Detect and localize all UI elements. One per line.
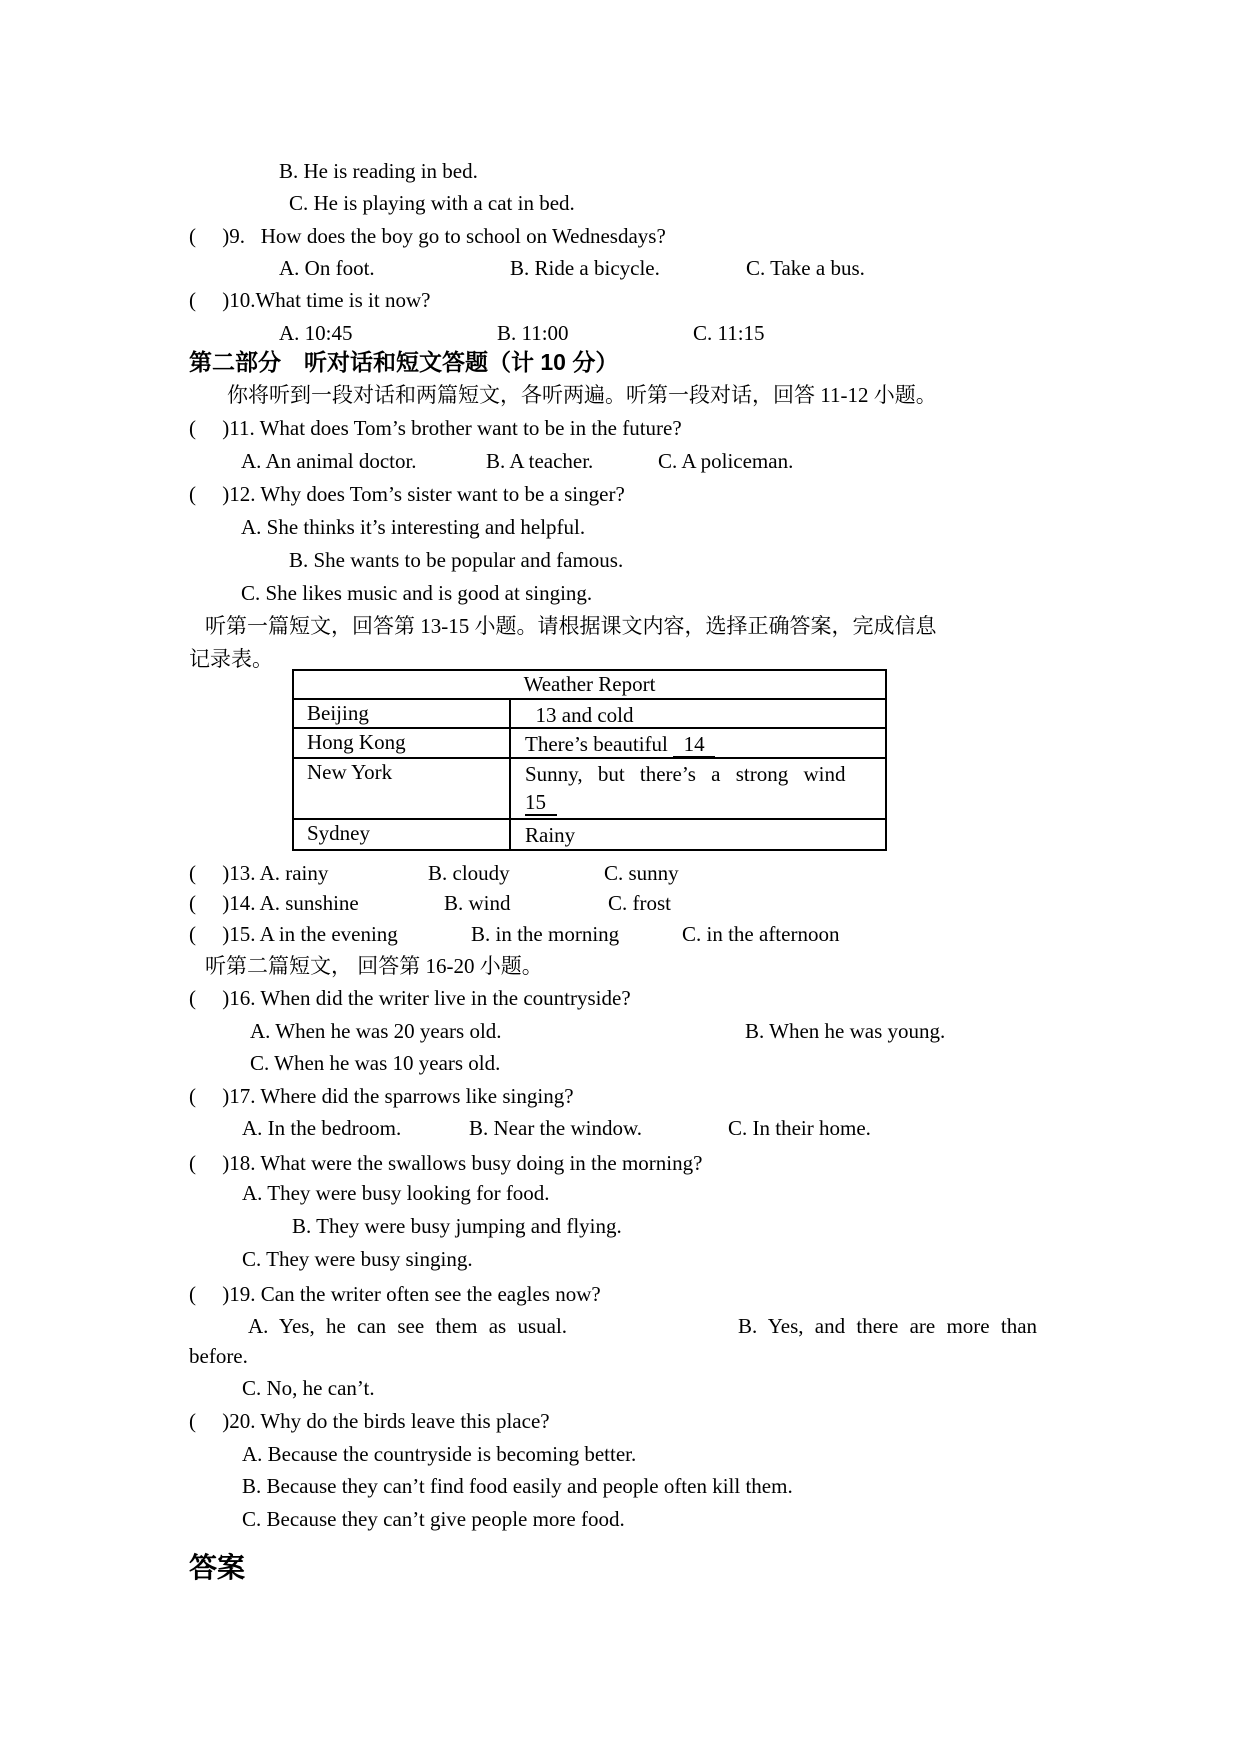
text-run: C. She likes music and is good at singing. [241, 581, 593, 605]
text-run: B. wind [444, 891, 511, 915]
weather-row-newyork [294, 759, 885, 820]
text-run: B. Near the window. [469, 1116, 643, 1140]
text-run: A. Because the countryside is becoming better. [242, 1442, 637, 1466]
text-run: 记录表。 [189, 647, 273, 671]
text-run: A. They were busy looking for food. [242, 1181, 550, 1205]
text-run: ( )11. What does Tom’s brother want to be in the future? [189, 416, 682, 440]
text-run: C. When he was 10 years old. [250, 1051, 501, 1075]
text-run: C. frost [608, 891, 671, 915]
text-run: ( )16. When did the writer live in the countryside? [189, 986, 631, 1010]
weather-row-sydney [294, 820, 885, 849]
weather-text: Sunny, but there’s a strong wind [525, 762, 846, 786]
city-cell: Beijing [294, 700, 511, 727]
text-run: A. 10:45 [279, 321, 353, 345]
text-run: C. A policeman. [658, 449, 794, 473]
text-run: A. An animal doctor. [241, 449, 417, 473]
text-run: C. Take a bus. [746, 256, 865, 280]
text-run: ( )14. A. sunshine [189, 891, 359, 915]
text-run: B. A teacher. [486, 449, 594, 473]
weather-row-beijing [294, 700, 885, 729]
weather-row-hongkong [294, 729, 885, 759]
weather-cell [511, 759, 885, 818]
text-run: A. When he was 20 years old. [250, 1019, 502, 1043]
text-run: B. He is reading in bed. [279, 159, 478, 183]
weather-text: and cold [561, 703, 634, 727]
weather-table-title-row [294, 671, 885, 700]
text-run: B. When he was young. [745, 1019, 946, 1043]
text-run: ( )10.What time is it now? [189, 288, 431, 312]
text-run: A. On foot. [279, 256, 375, 280]
weather-text: Rainy [525, 823, 576, 847]
weather-table-title: Weather Report [523, 672, 656, 696]
text-run: ( )13. A. rainy [189, 861, 329, 885]
weather-cell [511, 820, 885, 849]
weather-text-line2 [525, 788, 875, 816]
text-run: B. 11:00 [497, 321, 569, 345]
blank-15: 15 [525, 790, 557, 814]
text-run: ( )9. How does the boy go to school on Wednesdays? [189, 224, 666, 248]
text-run: C. They were busy singing. [242, 1247, 473, 1271]
text-run: B. They were busy jumping and flying. [292, 1214, 622, 1238]
text-run: 听第一篇短文，回答第 13-15 小题。请根据课文内容，选择正确答案，完成信息 [205, 614, 937, 638]
text-run: A. Yes, he can see them as usual. [248, 1314, 568, 1338]
city-cell: Sydney [294, 820, 511, 849]
blank-13: 13 [525, 703, 562, 727]
text-run: B. She wants to be popular and famous. [289, 548, 624, 572]
text-run: C. 11:15 [693, 321, 765, 345]
text-run: 答案 [189, 1552, 246, 1583]
text-run: C. In their home. [728, 1116, 871, 1140]
text-run: 听第二篇短文， 回答第 16-20 小题。 [205, 954, 543, 978]
text-run: B. Yes, and there are more than [738, 1314, 1038, 1338]
text-run: B. Ride a bicycle. [510, 256, 660, 280]
text-run: ( )17. Where did the sparrows like singing? [189, 1084, 574, 1108]
text-run: ( )19. Can the writer often see the eagles now? [189, 1282, 601, 1306]
text-run: before. [189, 1344, 248, 1368]
city-cell: New York [294, 759, 511, 818]
text-run: ( )12. Why does Tom’s sister want to be a singer? [189, 482, 625, 506]
text-run: C. Because they can’t give people more food. [242, 1507, 625, 1531]
text-run: ( )18. What were the swallows busy doing in the morning? [189, 1151, 703, 1175]
text-run: C. sunny [604, 861, 679, 885]
weather-cell [511, 729, 885, 757]
blank-14: 14 [673, 732, 716, 756]
text-run: 第二部分 听对话和短文答题（计 10 分） [189, 349, 619, 375]
text-run: C. He is playing with a cat in bed. [289, 191, 575, 215]
text-run: B. cloudy [428, 861, 510, 885]
text-run: B. Because they can’t find food easily and people often kill them. [242, 1474, 793, 1498]
city-cell: Hong Kong [294, 729, 511, 757]
text-run: B. in the morning [471, 922, 620, 946]
text-run: C. in the afternoon [682, 922, 840, 946]
weather-report-table [292, 669, 887, 851]
text-run: A. She thinks it’s interesting and helpful. [241, 515, 586, 539]
text-run: C. No, he can’t. [242, 1376, 375, 1400]
text-run: ( )20. Why do the birds leave this place? [189, 1409, 550, 1433]
weather-cell [511, 700, 885, 727]
text-run: 你将听到一段对话和两篇短文，各听两遍。听第一段对话，回答 11-12 小题。 [227, 383, 937, 407]
text-run: A. In the bedroom. [242, 1116, 402, 1140]
weather-text: There’s beautiful [525, 732, 674, 756]
text-run: ( )15. A in the evening [189, 922, 398, 946]
